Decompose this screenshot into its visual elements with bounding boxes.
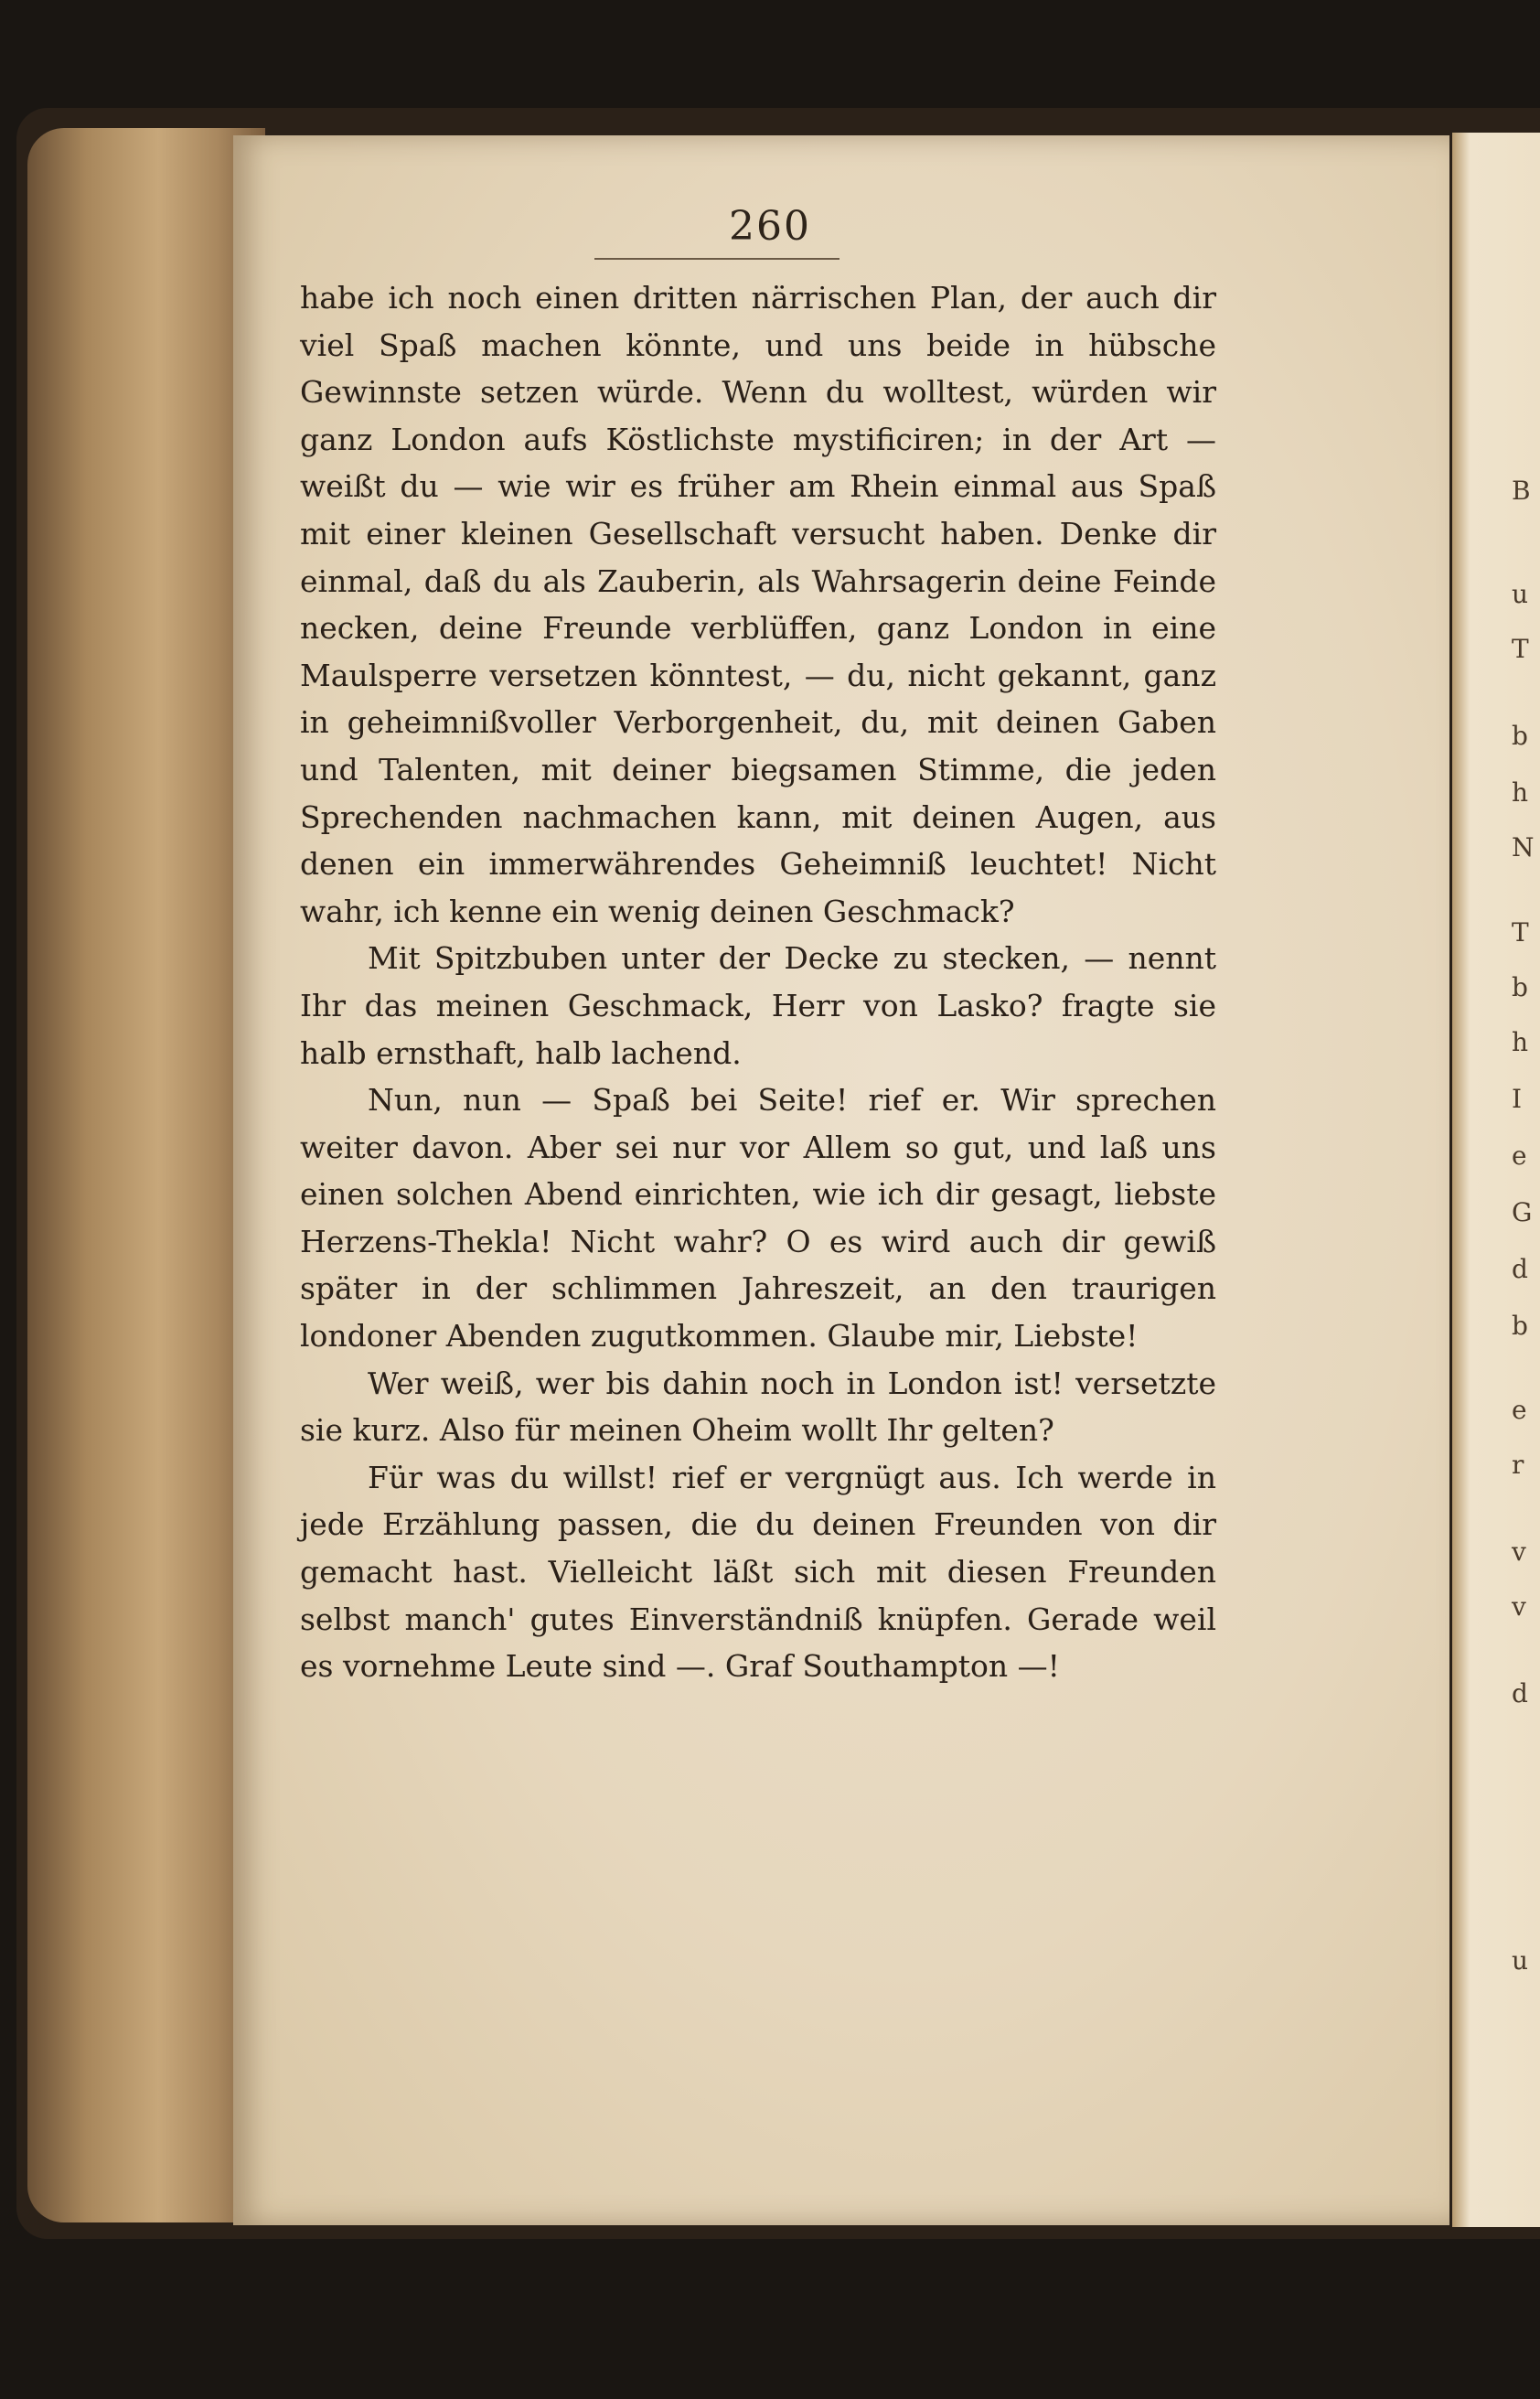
paragraph: habe ich noch einen dritten närrischen Plan, der auch dir viel Spaß machen könnte, und uns beide in hübsche Gewinnste setzen würde. Wenn du wolltest, würden wir ganz London aufs Köstlichste mystificiren; in der Art — weißt du — wie wir es früher am Rhein einmal aus Spaß mit einer kleinen Gesellschaft versucht haben. Denke dir einmal, daß du als Zauberin, als Wahrsagerin deine Feinde necken, deine Freunde verblüffen, ganz London in eine Maulsperre versetzen könntest, — du, nicht gekannt, ganz in geheimnißvoller Verborgenheit, du, mit deinen Gaben und Talenten, mit deiner biegsamen Stimme, die jeden Sprechenden nachmachen kann, mit deinen Augen, aus denen ein immerwährendes Geheimniß leuchtet! Nicht wahr, ich kenne ein wenig deinen Geschmack? xyxy=(300,280,1216,929)
paragraph: Wer weiß, wer bis dahin noch in London ist! versetzte sie kurz. Also für meinen Oheim wollt Ihr gelten? xyxy=(300,1365,1216,1449)
next-page-fragment: b xyxy=(1512,1311,1528,1341)
next-page-fragment: h xyxy=(1512,1027,1529,1057)
page-body xyxy=(300,274,1216,1690)
next-page-fragment: G xyxy=(1512,1197,1533,1227)
next-page-fragment: d xyxy=(1512,1678,1528,1708)
paragraph: Mit Spitzbuben unter der Decke zu stecken, — nennt Ihr das meinen Geschmack, Herr von Lasko? fragte sie halb ernsthaft, halb lachend. xyxy=(300,940,1216,1071)
next-page-fragment: u xyxy=(1512,579,1529,609)
next-page-fragment: I xyxy=(1512,1084,1523,1114)
page-number: 260 xyxy=(729,203,811,250)
next-page-fragment: b xyxy=(1512,972,1528,1002)
next-page-fragment: e xyxy=(1512,1395,1527,1425)
next-page-fragment: v xyxy=(1512,1537,1526,1567)
next-page-fragment: N xyxy=(1512,832,1535,862)
next-page-fragment: u xyxy=(1512,1945,1529,1976)
next-page-fragment: B xyxy=(1512,476,1531,506)
page-edges xyxy=(27,128,265,2222)
next-page-fragment: T xyxy=(1512,634,1529,664)
next-page-edge xyxy=(1452,133,1540,2227)
next-page-fragment: r xyxy=(1512,1450,1524,1480)
header-rule xyxy=(594,258,840,260)
next-page-fragment: e xyxy=(1512,1141,1527,1171)
next-page-fragment: h xyxy=(1512,777,1529,808)
next-page-fragment: v xyxy=(1512,1591,1526,1622)
next-page-fragment: b xyxy=(1512,721,1528,751)
next-page-fragment: T xyxy=(1512,917,1529,948)
next-page-fragment: d xyxy=(1512,1254,1528,1284)
paragraph: Nun, nun — Spaß bei Seite! rief er. Wir sprechen weiter davon. Aber sei nur vor Allem so gut, und laß uns einen solchen Abend einrichten, wie ich dir gesagt, liebste Herzens-Thekla! Nicht wahr? O es wird auch dir gewiß später in der schlimmen Jahreszeit, an den traurigen londoner Abenden zugutkommen. Glaube mir, Liebste! xyxy=(300,1082,1216,1355)
paragraph: Für was du willst! rief er vergnügt aus. Ich werde in jede Erzählung passen, die du deinen Freunden von dir gemacht hast. Vielleicht läßt sich mit diesen Freunden selbst manch' gutes Einverständniß knüpfen. Gerade weil es vornehme Leute sind —. Graf Southampton —! xyxy=(300,1459,1216,1685)
